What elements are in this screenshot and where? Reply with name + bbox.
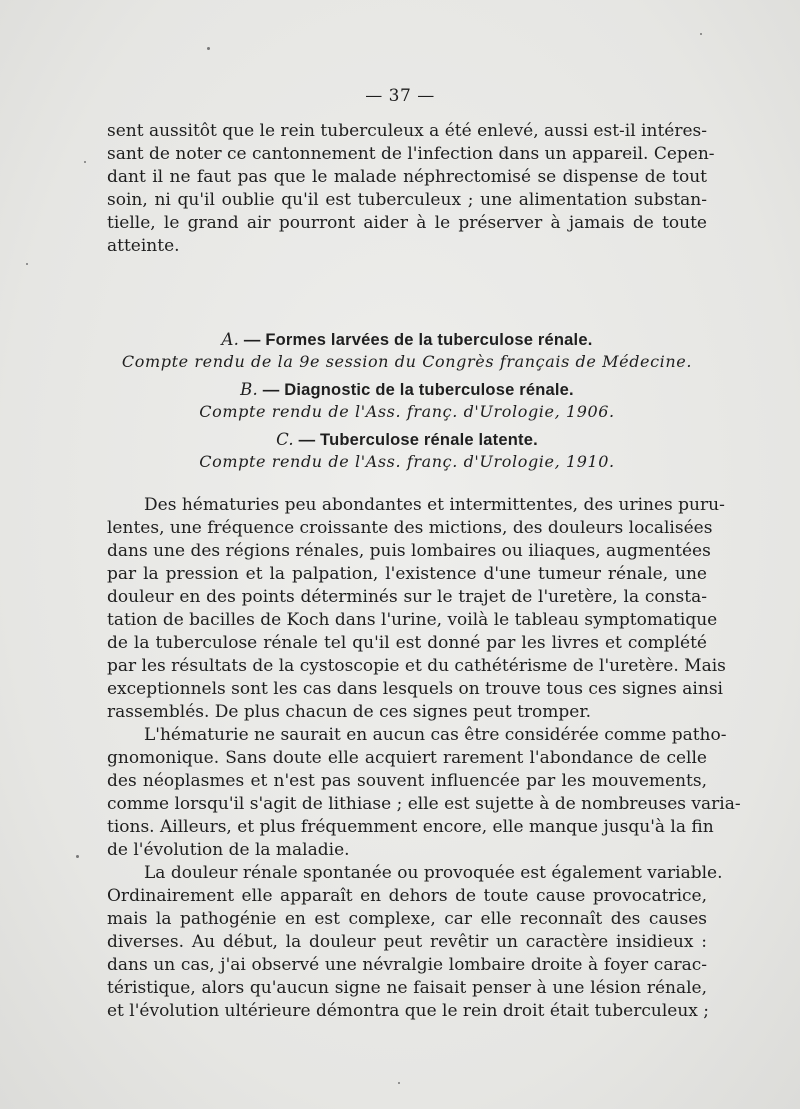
text-line: atteinte. (107, 236, 180, 256)
references-list (107, 329, 707, 479)
text-line: sent aussitôt que le rein tuberculeux a été enlevé, aussi est-il intéres- (107, 121, 707, 141)
text-line: rassemblés. De plus chacun de ces signes peut tromper. (107, 702, 592, 722)
text-line: dant il ne faut pas que le malade néphrectomisé se dispense de tout (107, 167, 707, 187)
text-line: dans une des régions rénales, puis lombaires ou iliaques, augmentées (107, 541, 711, 561)
text-line: soin, ni qu'il oublie qu'il est tuberculeux ; une alimentation substan- (107, 190, 707, 210)
reference-title (107, 329, 707, 351)
paragraph (107, 862, 723, 1023)
reference-letter: B. (240, 380, 258, 399)
reference-title (107, 379, 707, 401)
text-line: par la pression et la palpation, l'existence d'une tumeur rénale, une (107, 564, 707, 584)
text-line: diverses. Au début, la douleur peut revêtir un caractère insidieux : (107, 932, 707, 952)
text-line: tielle, le grand air pourront aider à le préserver à jamais de toute (107, 213, 707, 233)
text-line: tions. Ailleurs, et plus fréquemment encore, elle manque jusqu'à la fin (107, 817, 714, 837)
reference-letter: A. (221, 330, 240, 349)
text-line: téristique, alors qu'aucun signe ne faisait penser à une lésion rénale, (107, 978, 707, 998)
text-line: de l'évolution de la maladie. (107, 840, 350, 860)
reference-item (107, 429, 707, 473)
text-line: comme lorsqu'il s'agit de lithiase ; elle est sujette à de nombreuses varia- (107, 794, 741, 814)
reference-title-text: — Formes larvées de la tuberculose rénale. (243, 331, 593, 349)
reference-title-text: — Tuberculose rénale latente. (298, 431, 538, 449)
text-line: exceptionnels sont les cas dans lesquels on trouve tous ces signes ainsi (107, 679, 723, 699)
paragraph (107, 724, 741, 862)
text-line: dans un cas, j'ai observé une névralgie lombaire droite à foyer carac- (107, 955, 707, 975)
text-line: Des hématuries peu abondantes et intermittentes, des urines puru- (144, 495, 725, 515)
text-line: douleur en des points déterminés sur le trajet de l'uretère, la consta- (107, 587, 707, 607)
reference-title (107, 429, 707, 451)
reference-source: Compte rendu de l'Ass. franç. d'Urologie, 1910. (199, 452, 615, 471)
reference-title-text: — Diagnostic de la tuberculose rénale. (262, 381, 574, 399)
text-line: L'hématurie ne saurait en aucun cas être considérée comme patho- (144, 725, 727, 745)
reference-item (107, 379, 707, 423)
text-line: des néoplasmes et n'est pas souvent influencée par les mouvements, (107, 771, 707, 791)
body-text (107, 494, 741, 1023)
reference-source: Compte rendu de l'Ass. franç. d'Urologie, 1906. (199, 402, 615, 421)
page-number: — 37 — (365, 86, 435, 106)
text-line: sant de noter ce cantonnement de l'infection dans un appareil. Cepen- (107, 144, 715, 164)
reference-letter: C. (276, 430, 294, 449)
text-line: de la tuberculose rénale tel qu'il est donné par les livres et complété (107, 633, 707, 653)
text-line: Ordinairement elle apparaît en dehors de toute cause provocatrice, (107, 886, 707, 906)
reference-source: Compte rendu de la 9e session du Congrès français de Médecine. (121, 352, 693, 371)
text-line: par les résultats de la cystoscopie et du cathétérisme de l'uretère. Mais (107, 656, 726, 676)
text-line: tation de bacilles de Koch dans l'urine, voilà le tableau symptomatique (107, 610, 718, 630)
reference-item (107, 329, 707, 373)
text-line: et l'évolution ultérieure démontra que le rein droit était tuberculeux ; (107, 1001, 710, 1021)
intro-paragraph (107, 120, 715, 258)
paragraph (107, 494, 726, 724)
text-line: La douleur rénale spontanée ou provoquée est également variable. (144, 863, 723, 883)
text-line: mais la pathogénie en est complexe, car elle reconnaît des causes (107, 909, 707, 929)
text-line: lentes, une fréquence croissante des mictions, des douleurs localisées (107, 518, 713, 538)
text-line: gnomonique. Sans doute elle acquiert rarement l'abondance de celle (107, 748, 707, 768)
